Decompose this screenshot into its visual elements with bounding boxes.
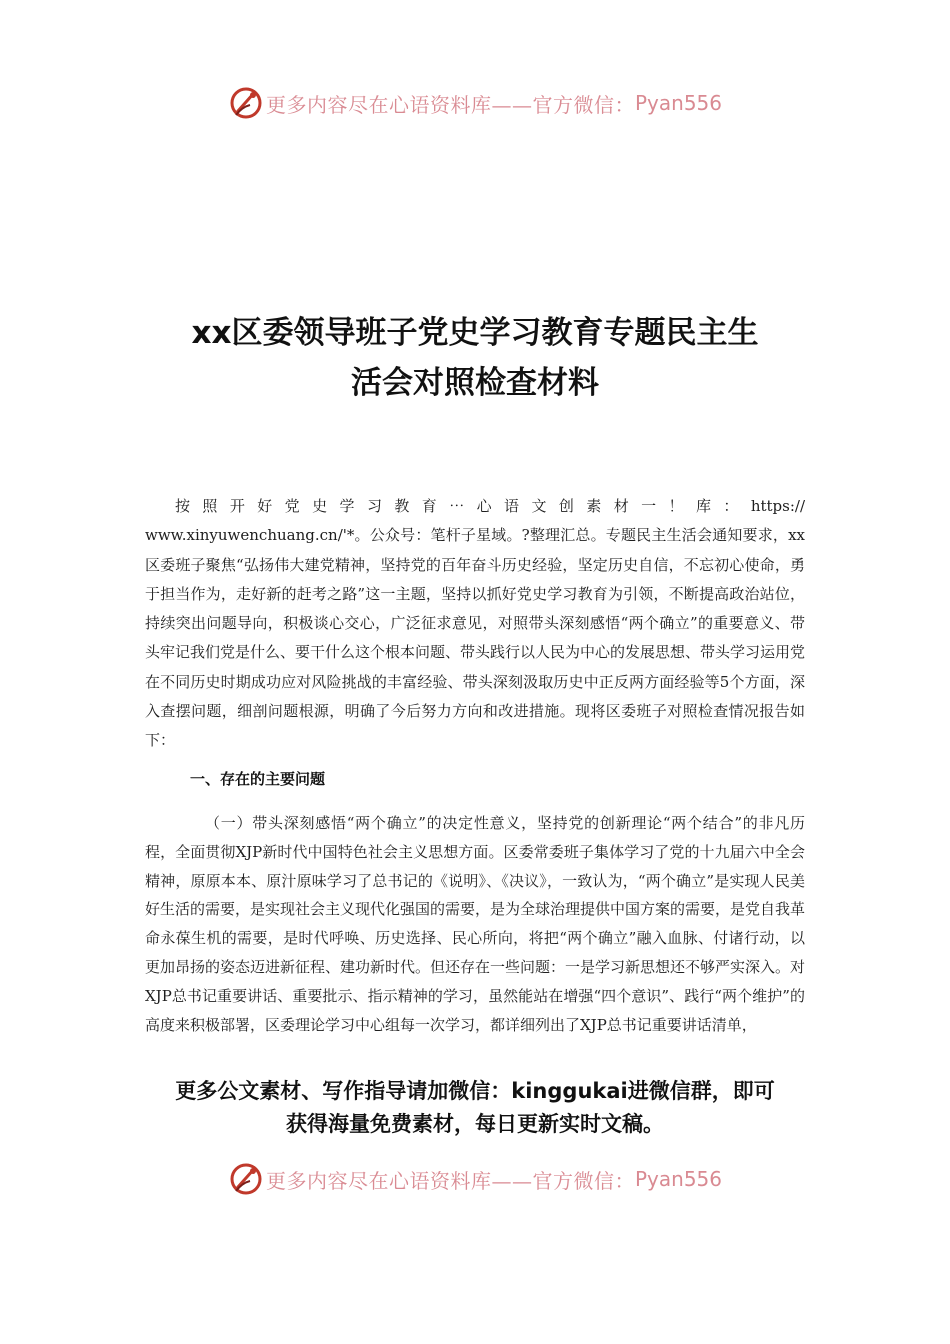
logo-icon (228, 1161, 264, 1197)
promo-line-1: 更多公文素材、写作指导请加微信：kinggukai进微信群，即可 (175, 1079, 775, 1103)
promo-notice (100, 1075, 850, 1141)
intro-paragraph (145, 492, 805, 756)
banner-text: 更多内容尽在心语资料库——官方微信： (265, 92, 635, 117)
section-paragraph (145, 809, 805, 1039)
section-paragraph-text: （一）带头深刻感悟“两个确立”的决定性意义，坚持党的创新理论“两个结合”的非凡历程，全面贯彻XJP新时代中国特色社会主义思想方面。区委常委班子集体学习了党的十九届六中全会精神，原原本本、原汁原味学习了总书记的《说明》、《决议》，一致认为，“两个确立”是实现人民美好生活的需要，是实现社会主义现代化强国的需要，是为全球治理提供中国方案的需要，是党自我革命永葆生机的需要，是时代呼唤、历史选择、民心所向，将把“两个确立”融入血脉、付诸行动，以更加昂扬的姿态迈进新征程、建功新时代。但还存在一些问题：一是学习新思想还不够严实深入。对XJP总书记重要讲话、重要批示、指示精神的学习，虽然能站在增强“四个意识”、践行“两个维护”的高度来积极部署，区委理论学习中心组每一次学习，都详细列出了XJP总书记重要讲话清单， (145, 814, 806, 1034)
header-banner (0, 78, 950, 128)
section-heading: 一、存在的主要问题 (190, 770, 326, 788)
banner-text: 更多内容尽在心语资料库——官方微信： (265, 1168, 635, 1193)
promo-line-2: 获得海量免费素材，每日更新实时文稿。 (286, 1112, 664, 1136)
footer-banner (0, 1154, 950, 1204)
title-line-2: 活会对照检查材料 (351, 365, 599, 401)
document-title (100, 308, 850, 408)
banner-wechat-id: Pyan556 (634, 1167, 722, 1191)
intro-body: www.xinyuwenchuang.cn/'*。公众号：笔杆子星域。?整理汇总。专题民主生活会通知要求，xx区委班子聚焦“弘扬伟大建党精神，坚持党的百年奋斗历史经验，坚定历史自信，不忘初心使命，勇于担当作为，走好新的赶考之路”这一主题，坚持以抓好党史学习教育为引领，不断提高政治站位，持续突出问题导向，积极谈心交心，广泛征求意见，对照带头深刻感悟“两个确立”的重要意义、带头牢记我们党是什么、要干什么这个根本问题、带头践行以人民为中心的发展思想、带头学习运用党在不同历史时期成功应对风险挑战的丰富经验、带头深刻汲取历史中正反两方面经验等5个方面，深入查摆问题，细剖问题根源，明确了今后努力方向和改进措施。现将区委班子对照检查情况报告如下： (145, 526, 806, 750)
title-line-1: xx区委领导班子党史学习教育专题民主生 (191, 315, 759, 351)
intro-first-line: 按照开好党史学习教育⋯心语文创素材一！库：https:// (175, 497, 805, 515)
logo-icon (228, 85, 264, 121)
banner-wechat-id: Pyan556 (634, 91, 722, 115)
